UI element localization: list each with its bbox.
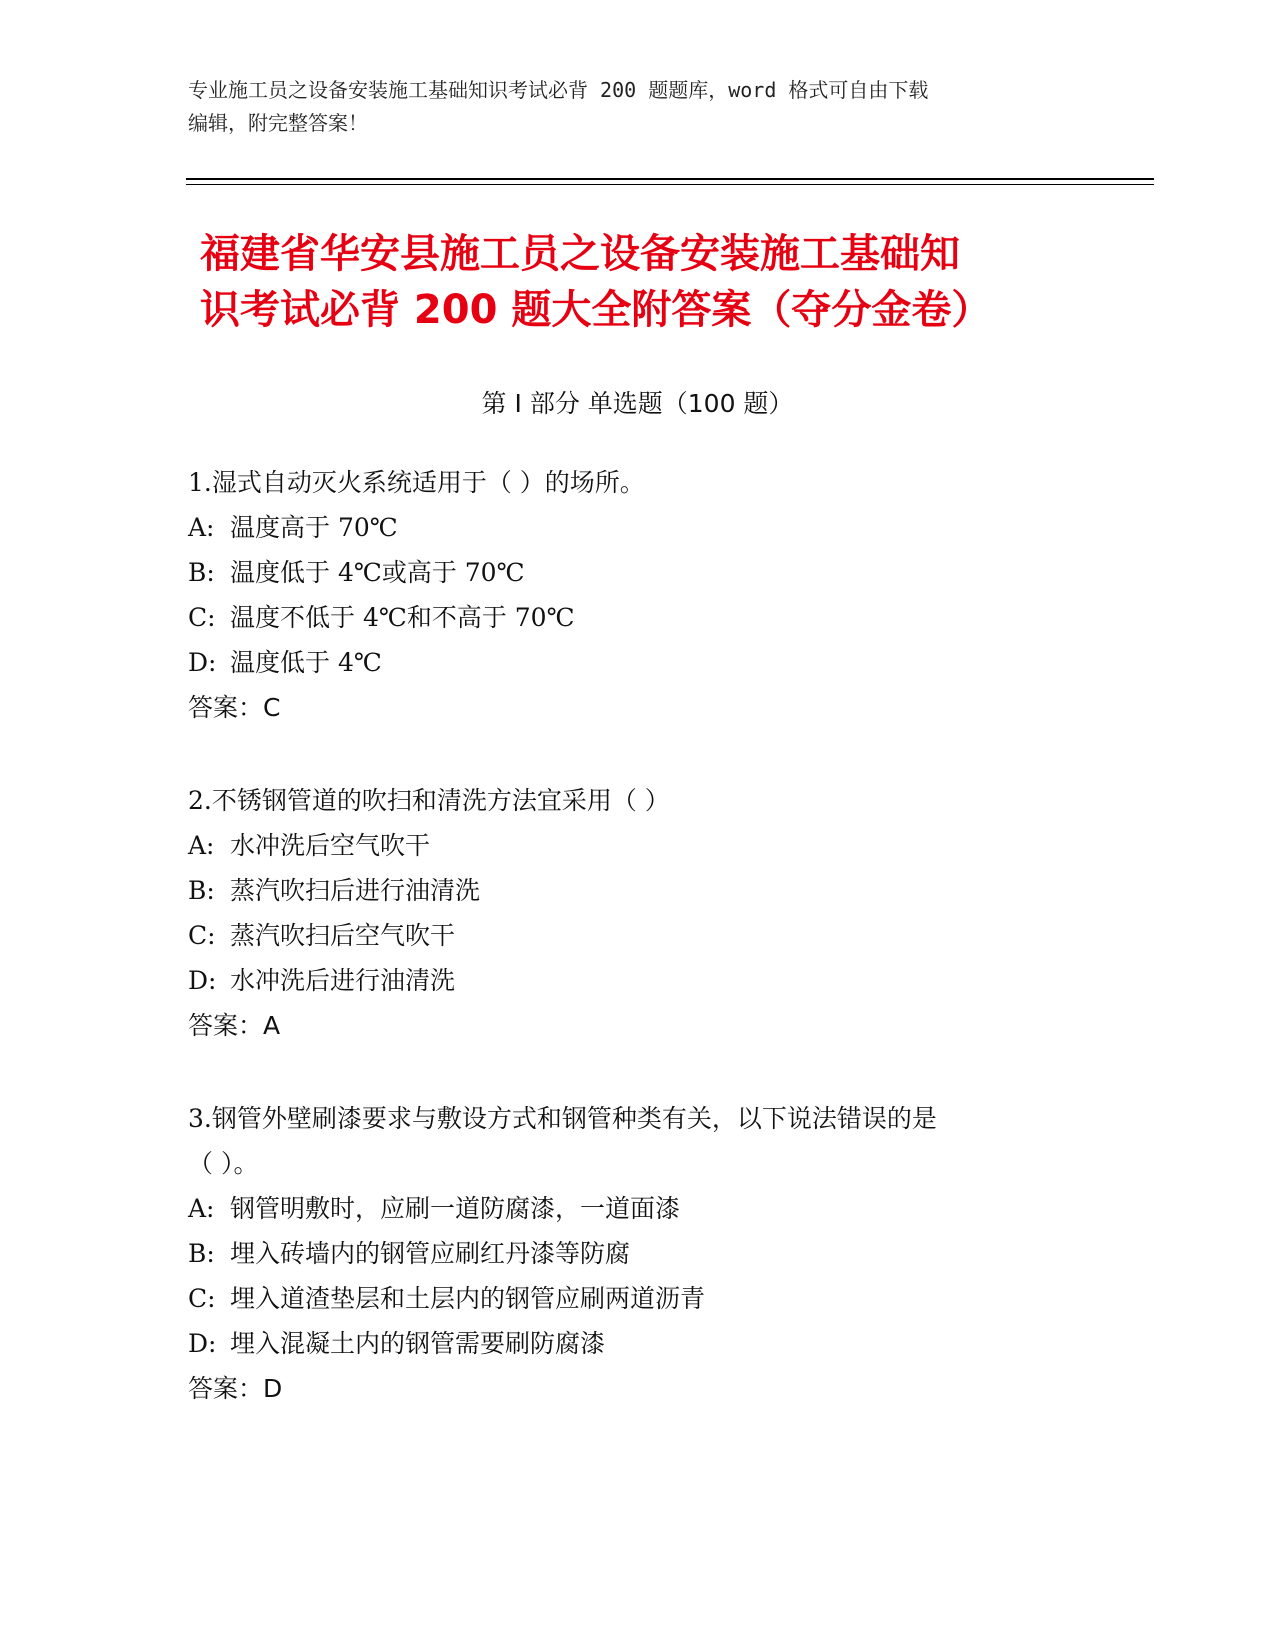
document-title-line-2: 识考试必背 200 题大全附答案（夺分金卷） xyxy=(200,287,992,333)
option-d xyxy=(188,958,1088,1003)
option-text: 埋入混凝土内的钢管需要刷防腐漆 xyxy=(230,1329,606,1358)
option-text: 温度不低于 4℃和不高于 70℃ xyxy=(230,603,575,632)
question-2 xyxy=(188,778,1088,1048)
option-text: 蒸汽吹扫后空气吹干 xyxy=(230,921,456,950)
option-key: D: xyxy=(188,648,217,677)
option-key: A: xyxy=(188,831,215,860)
header-note-line-2: 编辑，附完整答案！ xyxy=(188,111,368,135)
question-stem-line-2: （ ）。 xyxy=(188,1149,259,1178)
option-text: 埋入砖墙内的钢管应刷红丹漆等防腐 xyxy=(230,1239,631,1268)
option-c xyxy=(188,913,1088,958)
header-note xyxy=(188,74,1088,140)
answer-line: 答案：C xyxy=(188,693,281,722)
option-d xyxy=(188,640,1088,685)
option-text: 水冲洗后空气吹干 xyxy=(230,831,431,860)
option-text: 钢管明敷时，应刷一道防腐漆，一道面漆 xyxy=(230,1194,681,1223)
option-a xyxy=(188,823,1088,868)
option-key: C: xyxy=(188,603,216,632)
option-key: C: xyxy=(188,921,216,950)
option-a xyxy=(188,505,1088,550)
option-b xyxy=(188,1231,1088,1276)
question-3 xyxy=(188,1096,1088,1411)
option-text: 蒸汽吹扫后进行油清洗 xyxy=(230,876,481,905)
document-title-line-1: 福建省华安县施工员之设备安装施工基础知 xyxy=(200,231,960,277)
option-key: C: xyxy=(188,1284,216,1313)
option-key: D: xyxy=(188,966,217,995)
option-text: 温度低于 4℃ xyxy=(230,648,382,677)
question-stem: 1.湿式自动灭火系统适用于（ ）的场所。 xyxy=(188,468,645,497)
option-text: 水冲洗后进行油清洗 xyxy=(230,966,456,995)
option-key: D: xyxy=(188,1329,217,1358)
option-b xyxy=(188,868,1088,913)
option-text: 温度低于 4℃或高于 70℃ xyxy=(230,558,525,587)
option-text: 温度高于 70℃ xyxy=(230,513,398,542)
option-key: B: xyxy=(188,558,215,587)
header-divider-thin xyxy=(186,184,1154,185)
header-divider-thick xyxy=(186,178,1154,180)
option-d xyxy=(188,1321,1088,1366)
option-a xyxy=(188,1186,1088,1231)
document-title xyxy=(200,226,1100,338)
answer-line: 答案：D xyxy=(188,1374,283,1403)
option-c xyxy=(188,1276,1088,1321)
question-stem: 2.不锈钢管道的吹扫和清洗方法宜采用（ ） xyxy=(188,786,670,815)
option-key: A: xyxy=(188,513,215,542)
question-1 xyxy=(188,460,1088,730)
header-note-line-1: 专业施工员之设备安装施工基础知识考试必背 200 题题库，word 格式可自由下载 xyxy=(188,78,929,102)
option-text: 埋入道渣垫层和土层内的钢管应刷两道沥青 xyxy=(230,1284,706,1313)
option-key: B: xyxy=(188,876,215,905)
answer-line: 答案：A xyxy=(188,1011,281,1040)
question-stem-line-1: 3.钢管外壁刷漆要求与敷设方式和钢管种类有关，以下说法错误的是 xyxy=(188,1104,937,1133)
option-b xyxy=(188,550,1088,595)
section-heading: 第 I 部分 单选题（100 题） xyxy=(481,389,794,418)
option-key: A: xyxy=(188,1194,215,1223)
option-c xyxy=(188,595,1088,640)
option-key: B: xyxy=(188,1239,215,1268)
